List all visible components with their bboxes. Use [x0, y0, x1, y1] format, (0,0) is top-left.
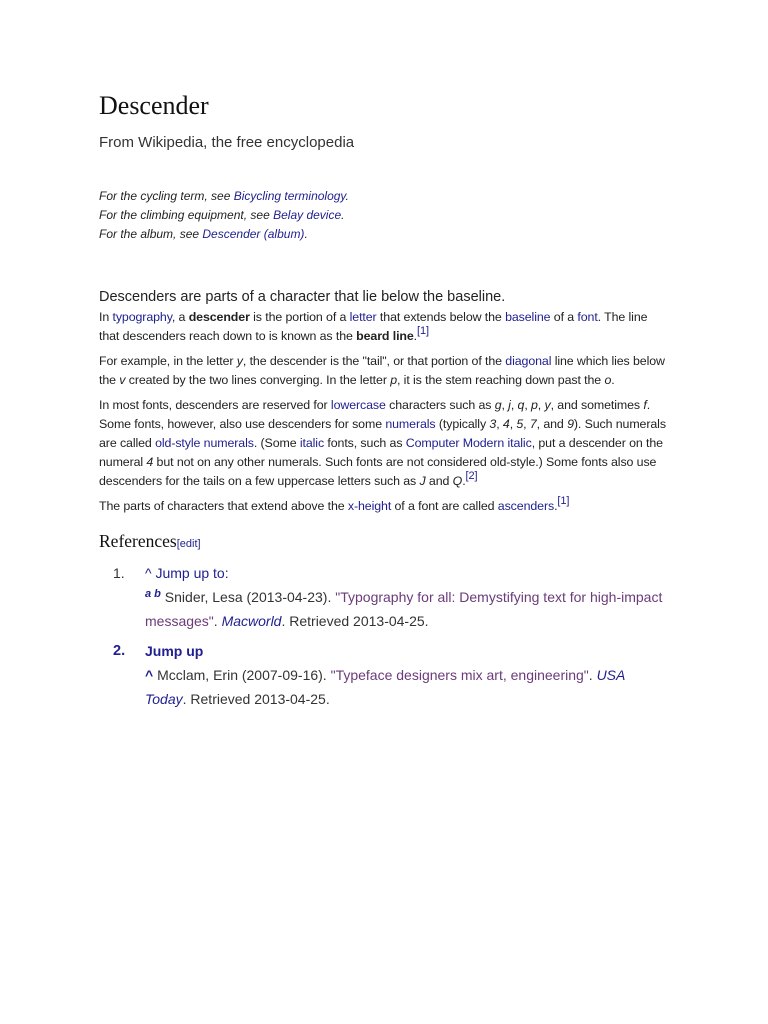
hatnote: For the album, see Descender (album).	[99, 227, 308, 241]
link-typography[interactable]: typography	[112, 310, 172, 324]
link-belay-device[interactable]: Belay device	[273, 208, 342, 222]
link-ascenders[interactable]: ascenders	[497, 499, 555, 513]
paragraph-4: The parts of characters that extend above the x-height of a font are called ascenders.[1]	[99, 495, 570, 513]
reference-item: 2. Jump up ^ Mcclam, Erin (2007-09-16). "Typeface designers mix art, engineering". USA Today. Retrieved 2013-04-25.	[99, 639, 669, 711]
hatnotes	[99, 187, 669, 244]
backlinks[interactable]: a b	[145, 588, 161, 600]
paragraph-2: For example, in the letter y, the descender is the "tail", or that portion of the diagonal line which lies below the v created by the two lines converging. In the letter p, it is the stem reaching down past the o.	[99, 354, 665, 387]
article	[99, 90, 669, 711]
page-title: Descender	[99, 91, 209, 120]
reference-title-link[interactable]: "Typography for all: Demystifying text for high-impact messages"	[145, 589, 663, 629]
link-descender-album[interactable]: Descender (album)	[202, 227, 305, 241]
reference-title-link[interactable]: "Typeface designers mix art, engineering"	[330, 667, 589, 683]
caret-backlink[interactable]: ^	[145, 667, 154, 683]
link-lowercase[interactable]: lowercase	[330, 398, 386, 412]
link-italic[interactable]: italic	[299, 436, 325, 450]
jump-up-link[interactable]: Jump up	[145, 643, 204, 659]
link-x-height[interactable]: x-height	[347, 499, 392, 513]
reference-number: 2.	[113, 643, 126, 659]
short-description: Descenders are parts of a character that lie below the baseline.	[99, 289, 506, 305]
link-font[interactable]: font	[577, 310, 598, 324]
citation-1[interactable]: [1]	[557, 495, 570, 507]
paragraph-3: In most fonts, descenders are reserved for lowercase characters such as g, j, q, p, y, and sometimes f. Some fonts, however, also use descenders for some numerals (typically 3, 4, 5, 7, and 9). Such numerals are called old-style numerals. (Some italic fonts, such as Computer Modern italic, put a descender on the numeral 4 but not on any other numerals. Such fonts are not considered old-style.) Some fonts also use descenders for the tails on a few uppercase letters such as J and Q.[2]	[99, 398, 666, 488]
hatnote: For the cycling term, see Bicycling terminology.	[99, 189, 349, 203]
link-computer-modern-italic[interactable]: Computer Modern italic	[405, 436, 532, 450]
edit-section-link[interactable]: [edit]	[176, 538, 201, 550]
link-numerals[interactable]: numerals	[385, 417, 436, 431]
link-baseline[interactable]: baseline	[505, 310, 551, 324]
term-beard-line: beard line	[356, 329, 414, 343]
references-heading: References[edit]	[99, 531, 201, 551]
site-tagline: From Wikipedia, the free encyclopedia	[99, 134, 355, 151]
citation-1[interactable]: [1]	[417, 325, 429, 337]
link-letter[interactable]: letter	[349, 310, 377, 324]
hatnote: For the climbing equipment, see Belay device.	[99, 208, 345, 222]
jump-up-link[interactable]: ^ Jump up to:	[145, 565, 229, 581]
link-diagonal[interactable]: diagonal	[505, 354, 552, 368]
publisher: USA Today	[145, 667, 625, 707]
reference-number: 1.	[113, 565, 125, 581]
publisher: Macworld	[221, 613, 282, 629]
link-old-style-numerals[interactable]: old-style numerals	[155, 436, 254, 450]
term-descender: descender	[188, 310, 250, 324]
citation-2[interactable]: [2]	[465, 470, 478, 482]
paragraph-1: In typography, a descender is the portion of a letter that extends below the baseline of a font. The line that descenders reach down to is known as the beard line.[1]	[99, 310, 648, 343]
reference-item: 1. ^ Jump up to: $^{a b}$ Snider, Lesa (2013-04-23). "Typography for all: Demystifying text for high-impact messages". Macworld. Retrieved 2013-04-25.	[99, 561, 669, 633]
link-bicycling-terminology[interactable]: Bicycling terminology	[233, 189, 346, 203]
